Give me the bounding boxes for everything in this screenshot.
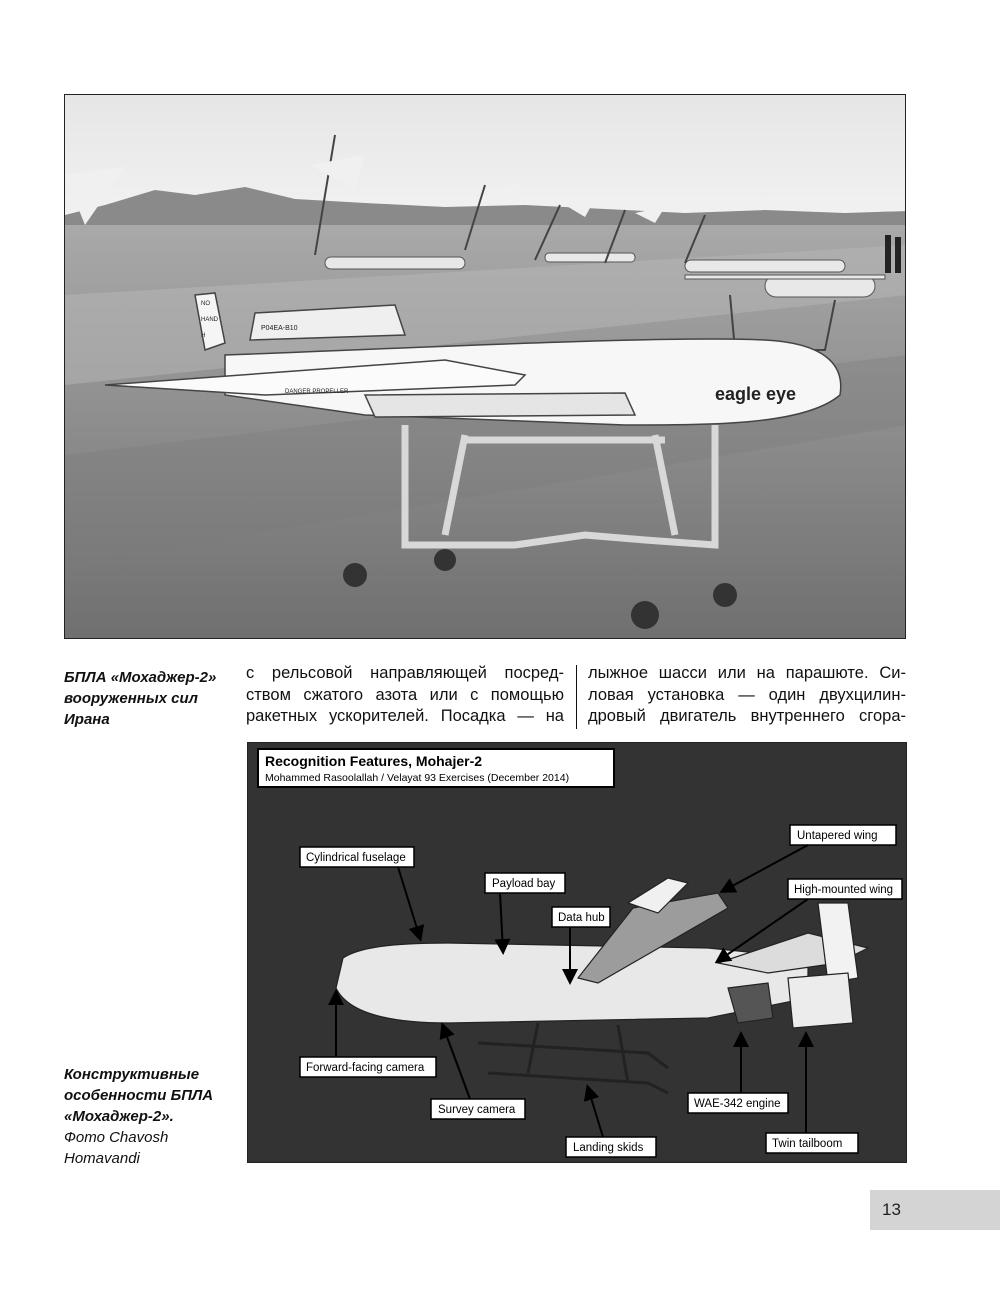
marking-h: H bbox=[201, 333, 206, 339]
marking-danger: DANGER PROPELLER bbox=[285, 389, 349, 395]
diagram-subtitle: Mohammed Rasoolallah / Velayat 93 Exercises (December 2014) bbox=[265, 772, 570, 784]
photo-caption bbox=[64, 667, 234, 730]
caption-line: вооруженных сил bbox=[64, 690, 198, 707]
eagle-eye-logo: eagle eye bbox=[715, 384, 797, 404]
label-high-mounted-wing: High-mounted wing bbox=[794, 884, 894, 896]
label-twin-tailboom: Twin tailboom bbox=[772, 1138, 843, 1150]
label-engine: WAE-342 engine bbox=[694, 1098, 781, 1110]
body-text-column-1 bbox=[246, 663, 564, 728]
label-data-hub: Data hub bbox=[558, 912, 605, 924]
marking-no: NO bbox=[201, 301, 210, 307]
caption-line: особенности БПЛА bbox=[64, 1087, 214, 1104]
marking-serial: P04EA-B10 bbox=[261, 325, 298, 332]
label-payload-bay: Payload bay bbox=[492, 878, 556, 890]
photo-credit: Homavandi bbox=[64, 1150, 140, 1167]
marking-hand: HAND bbox=[201, 317, 219, 323]
caption-line: Конструктивные bbox=[64, 1066, 200, 1083]
text-line: ловая установка — один двухцилин- bbox=[588, 685, 906, 704]
diagram-title: Recognition Features, Mohajer-2 bbox=[265, 753, 483, 769]
text-line: ракетных ускорителей. Посадка — на bbox=[246, 707, 564, 725]
body-text-column-2 bbox=[588, 663, 906, 728]
caption-line: БПЛА «Мохаджер-2» bbox=[64, 669, 217, 686]
label-cylindrical-fuselage: Cylindrical fuselage bbox=[306, 852, 406, 864]
label-landing-skids: Landing skids bbox=[573, 1142, 644, 1154]
page-number: 13 bbox=[882, 1200, 901, 1219]
text-line: лыжное шасси или на парашюте. Си- bbox=[588, 664, 906, 682]
text-line: с рельсовой направляющей посред- bbox=[246, 664, 564, 682]
text-line: ством сжатого азота или с помощью bbox=[246, 685, 564, 704]
label-forward-camera: Forward-facing camera bbox=[306, 1062, 425, 1074]
column-divider bbox=[576, 665, 577, 729]
recognition-features-diagram bbox=[247, 742, 907, 1163]
diagram-caption bbox=[64, 1064, 239, 1169]
photo-credit: Фото Chavosh bbox=[64, 1129, 169, 1146]
caption-line: Ирана bbox=[64, 711, 110, 728]
drone-lineup-photo bbox=[64, 94, 906, 639]
label-survey-camera: Survey camera bbox=[438, 1104, 516, 1116]
text-line: дровый двигатель внутреннего сгора- bbox=[588, 707, 906, 725]
page-number-box bbox=[870, 1190, 1000, 1230]
label-untapered-wing: Untapered wing bbox=[797, 830, 878, 842]
caption-line: «Мохаджер-2». bbox=[64, 1108, 174, 1125]
